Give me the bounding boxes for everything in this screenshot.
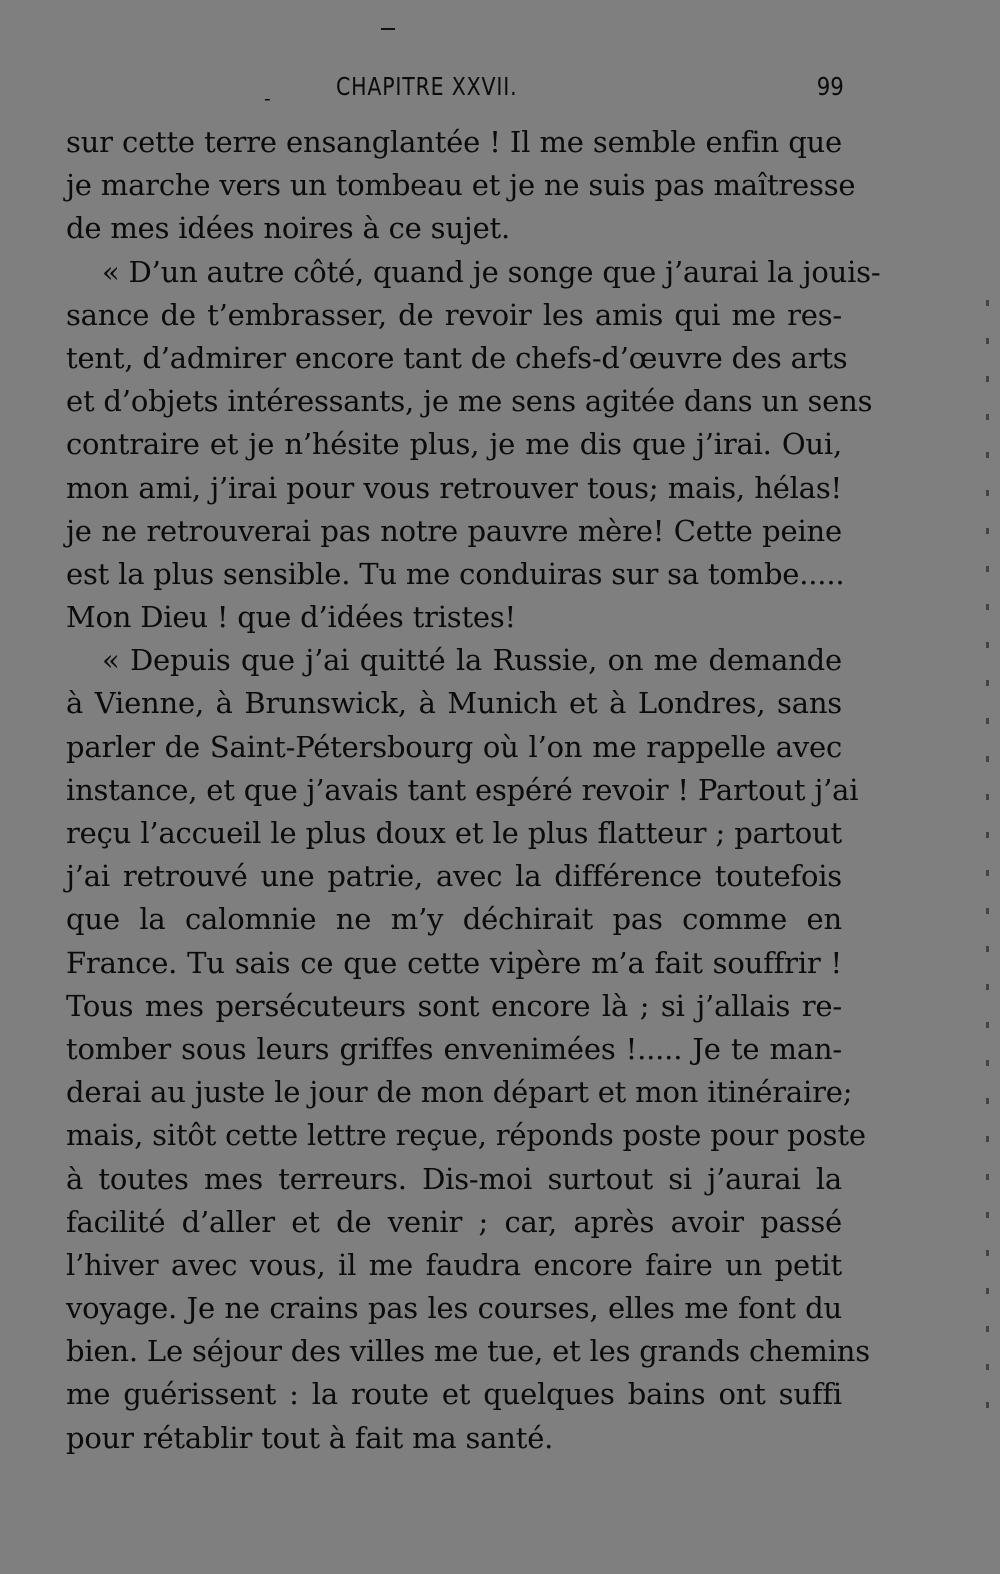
text-line: je marche vers un tombeau et je ne suis pas maîtresse [66, 168, 856, 203]
text-line: tomber sous leurs griffes envenimées !..... Je te man- [66, 1031, 842, 1066]
text-line: voyage. Je ne crains pas les courses, elles me font du [66, 1291, 842, 1326]
text-line: tent, d’admirer encore tant de chefs-d’œuvre des arts [66, 340, 848, 375]
text-line: est la plus sensible. Tu me conduiras sur sa tombe..... [66, 556, 845, 591]
text-line: France. Tu sais ce que cette vipère m’a fait souffrir ! [66, 945, 842, 980]
text-line: j’ai retrouvé une patrie, avec la différence toutefois [66, 859, 842, 894]
page-number: 99 [816, 72, 844, 101]
text-line: bien. Le séjour des villes me tue, et les grands chemins [66, 1334, 870, 1369]
text-line: je ne retrouverai pas notre pauvre mère! Cette peine [66, 513, 842, 548]
text-line: « Depuis que j’ai quitté la Russie, on me demande [102, 643, 842, 678]
text-line: à toutes mes terreurs. Dis-moi surtout si j’aurai la [66, 1161, 842, 1196]
text-line: pour rétablir tout à fait ma santé. [66, 1420, 554, 1455]
top-ink-mark [381, 28, 395, 30]
text-line: mais, sitôt cette lettre reçue, réponds poste pour poste [66, 1118, 866, 1153]
text-line: et d’objets intéressants, je me sens agitée dans un sens [66, 384, 873, 419]
text-line: sur cette terre ensanglantée ! Il me semble enfin que [66, 125, 842, 159]
text-line: reçu l’accueil le plus doux et le plus flatteur ; partout [66, 816, 842, 850]
text-line: derai au juste le jour de mon départ et mon itinéraire; [66, 1075, 853, 1110]
text-line: me guérissent : la route et quelques bains ont suffi [66, 1377, 842, 1412]
chapter-title: CHAPITRE XXVII. [336, 72, 518, 101]
text-line: instance, et que j’avais tant espéré revoir ! Partout j’ai [66, 772, 859, 807]
text-line: parler de Saint-Pétersbourg où l’on me rappelle avec [66, 729, 842, 764]
text-line: de mes idées noires à ce sujet. [66, 211, 511, 246]
text-line: l’hiver avec vous, il me faudra encore faire un petit [66, 1247, 842, 1282]
text-line: que la calomnie ne m’y déchirait pas comme en [66, 902, 842, 937]
text-line: sance de t’embrasser, de revoir les amis qui me res- [66, 297, 842, 332]
text-line: contraire et je n’hésite plus, je me dis que j’irai. Oui, [66, 427, 842, 462]
header-dash: - [264, 86, 271, 110]
text-line: à Vienne, à Brunswick, à Munich et à Londres, sans [66, 686, 842, 721]
body-text [66, 121, 881, 1460]
text-line: Tous mes persécuteurs sont encore là ; si j’allais re- [66, 988, 842, 1023]
text-line: facilité d’aller et de venir ; car, après avoir passé [66, 1204, 842, 1239]
text-line: « D’un autre côté, quand je songe que j’aurai la jouis- [102, 254, 881, 289]
text-line: Mon Dieu ! que d’idées tristes! [66, 600, 516, 635]
running-head [64, 72, 844, 108]
text-line: mon ami, j’irai pour vous retrouver tous; mais, hélas! [66, 470, 842, 505]
page-edge-shadow [986, 300, 989, 1420]
